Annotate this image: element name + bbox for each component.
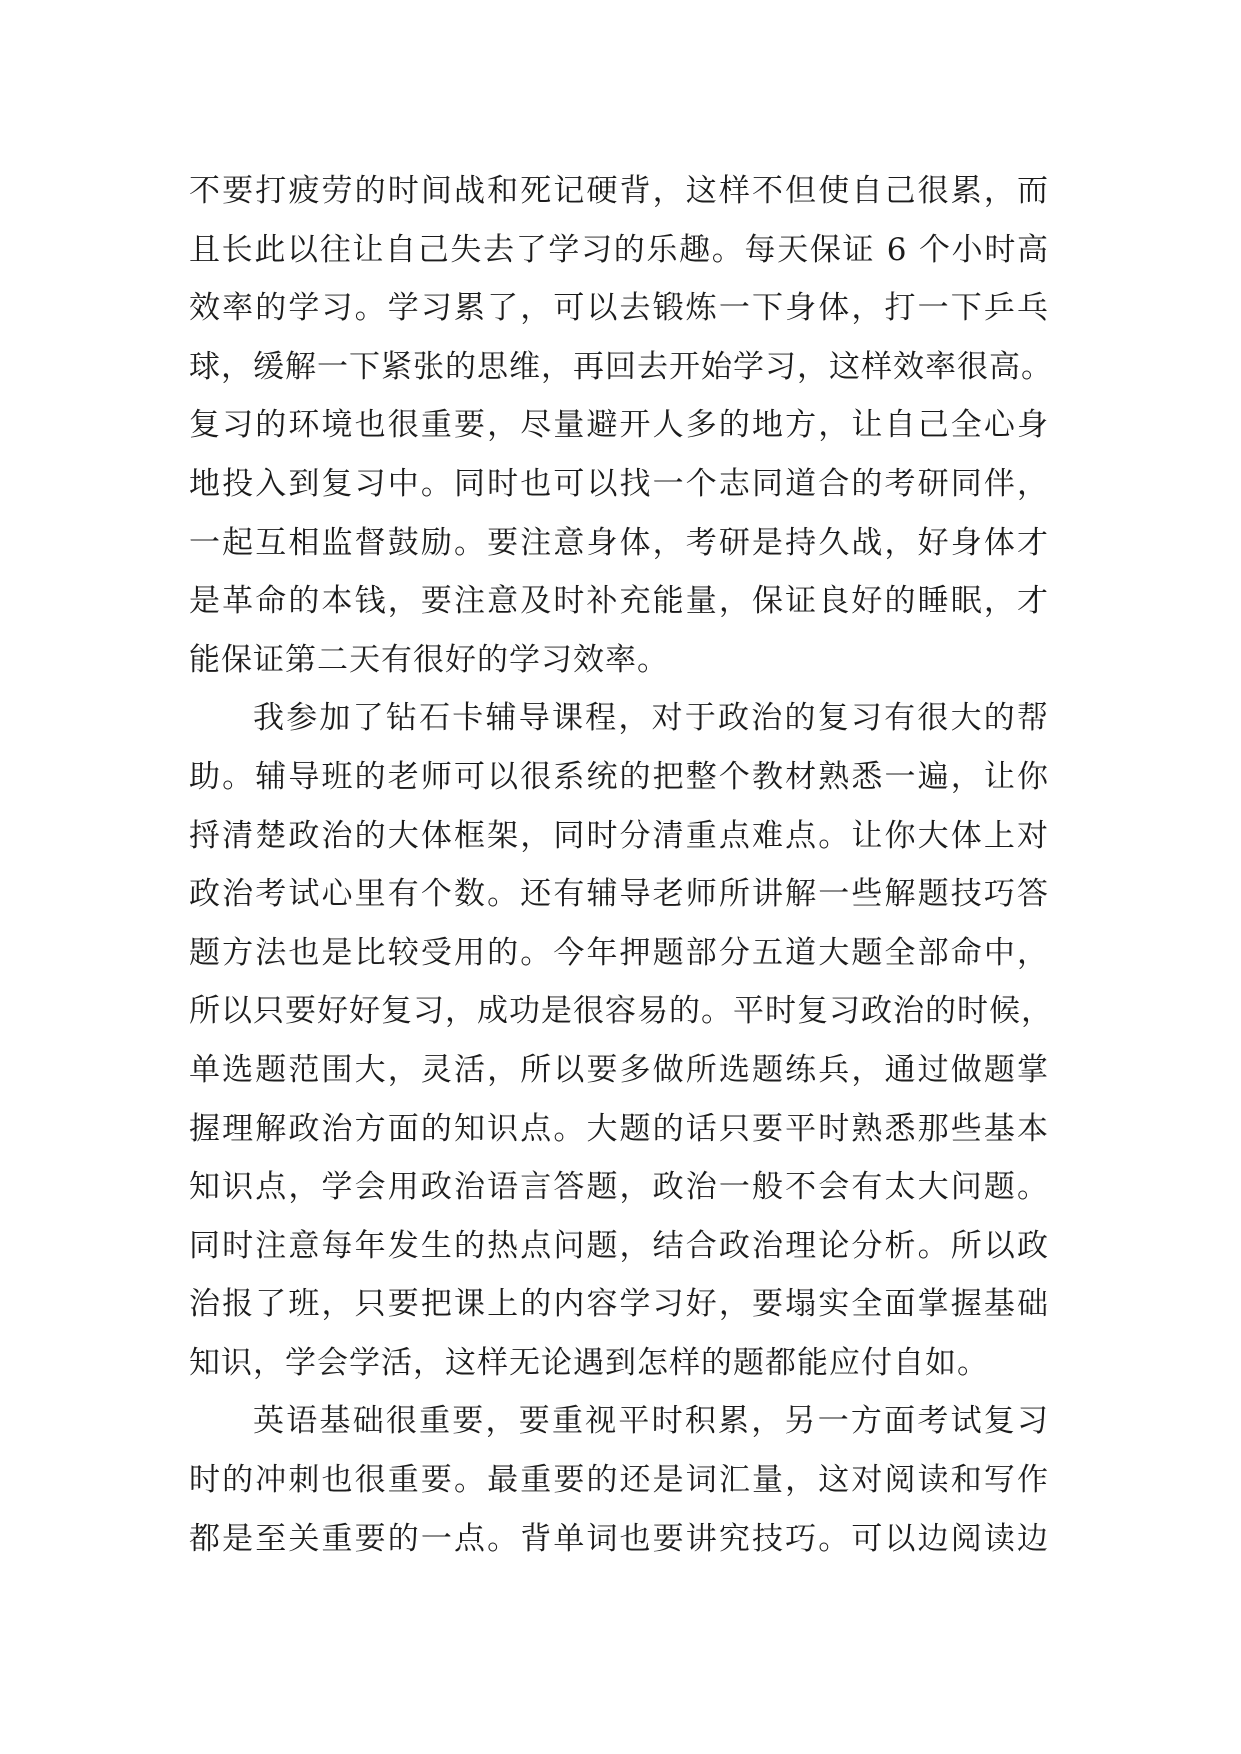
text-line: 时的冲刺也很重要。最重要的还是词汇量，这对阅读和写作	[189, 1462, 1049, 1499]
text-line: 题方法也是比较受用的。今年押题部分五道大题全部命中，	[189, 934, 1049, 971]
text-line: 单选题范围大，灵活，所以要多做所选题练兵，通过做题掌	[189, 1051, 1049, 1088]
paragraph-1	[189, 162, 1053, 689]
text-line: 球，缓解一下紧张的思维，再回去开始学习，这样效率很高。	[189, 348, 1053, 385]
text-line: 捋清楚政治的大体框架，同时分清重点难点。让你大体上对	[189, 817, 1049, 854]
text-line: 复习的环境也很重要，尽量避开人多的地方，让自己全心身	[189, 407, 1049, 444]
text-line: 助。辅导班的老师可以很系统的把整个教材熟悉一遍，让你	[189, 758, 1049, 795]
body-text	[189, 162, 1053, 1568]
text-line: 能保证第二天有很好的学习效率。	[189, 641, 669, 678]
text-line: 英语基础很重要，要重视平时积累，另一方面考试复习	[253, 1403, 1049, 1440]
text-line: 所以只要好好复习，成功是很容易的。平时复习政治的时候，	[189, 993, 1053, 1030]
text-line: 是革命的本钱，要注意及时补充能量，保证良好的睡眠，才	[189, 583, 1049, 620]
paragraph-2	[189, 689, 1053, 1392]
text-line: 知识，学会学活，这样无论遇到怎样的题都能应付自如。	[189, 1344, 989, 1381]
text-line: 政治考试心里有个数。还有辅导老师所讲解一些解题技巧答	[189, 876, 1049, 913]
text-line: 我参加了钻石卡辅导课程，对于政治的复习有很大的帮	[253, 700, 1049, 737]
paragraph-3	[189, 1392, 1049, 1568]
text-line: 握理解政治方面的知识点。大题的话只要平时熟悉那些基本	[189, 1110, 1049, 1147]
text-line: 知识点，学会用政治语言答题，政治一般不会有太大问题。	[189, 1169, 1049, 1206]
text-line: 且长此以往让自己失去了学习的乐趣。每天保证 6 个小时高	[189, 231, 1049, 268]
text-line: 一起互相监督鼓励。要注意身体，考研是持久战，好身体才	[189, 524, 1049, 561]
text-line: 同时注意每年发生的热点问题，结合政治理论分析。所以政	[189, 1227, 1049, 1264]
text-line: 治报了班，只要把课上的内容学习好，要塌实全面掌握基础	[189, 1286, 1049, 1323]
text-line: 地投入到复习中。同时也可以找一个志同道合的考研同伴，	[189, 465, 1049, 502]
text-line: 效率的学习。学习累了，可以去锻炼一下身体，打一下乒乓	[189, 290, 1049, 327]
text-line: 都是至关重要的一点。背单词也要讲究技巧。可以边阅读边	[189, 1520, 1049, 1557]
text-line: 不要打疲劳的时间战和死记硬背，这样不但使自己很累，而	[189, 173, 1049, 209]
